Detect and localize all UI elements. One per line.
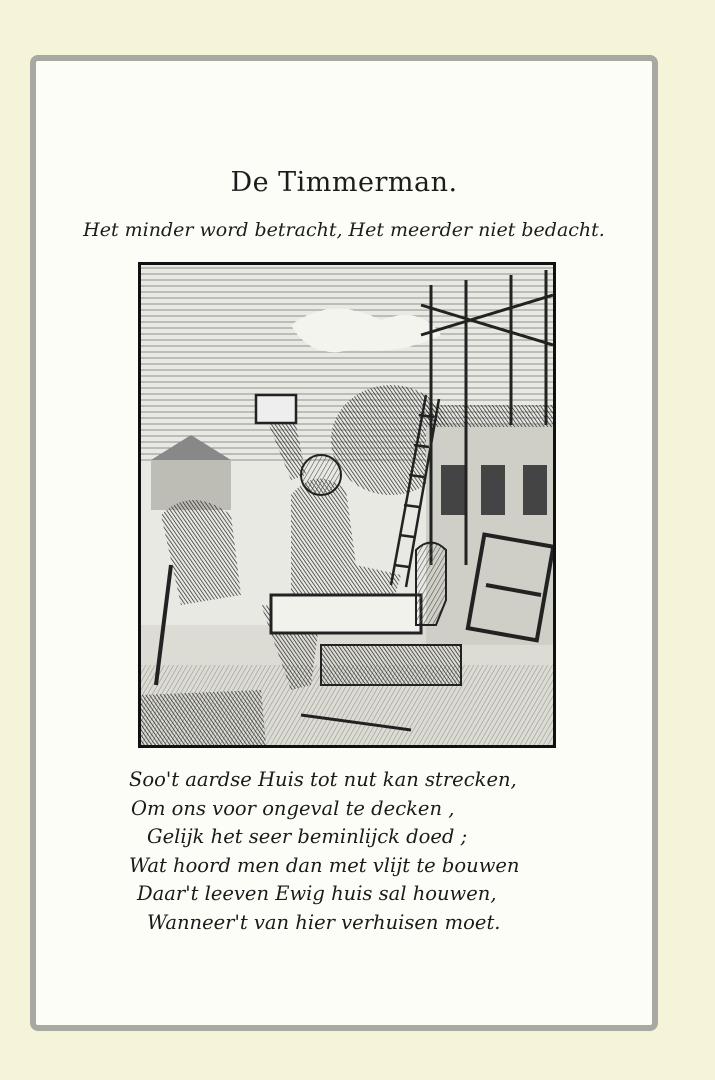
page-sheet bbox=[30, 55, 658, 1031]
carpenter-engraving bbox=[138, 262, 556, 748]
poem-line: Wanneer't van hier verhuisen moet. bbox=[147, 910, 501, 934]
poem bbox=[129, 766, 569, 937]
poem-line: Om ons voor ongeval te decken , bbox=[131, 796, 455, 820]
poem-line: Daar't leeven Ewig huis sal houwen, bbox=[137, 882, 497, 905]
poem-line: Wat hoord men dan met vlijt te bouwen bbox=[129, 853, 520, 877]
poem-line: Gelijk het seer beminlijck doed ; bbox=[147, 825, 468, 848]
page-title: De Timmerman. bbox=[230, 167, 458, 198]
engraving-illustration bbox=[141, 265, 553, 745]
motto: Het minder word betracht, Het meerder niet bedacht. bbox=[83, 219, 605, 241]
poem-line: Soo't aardse Huis tot nut kan strecken, bbox=[129, 768, 517, 791]
